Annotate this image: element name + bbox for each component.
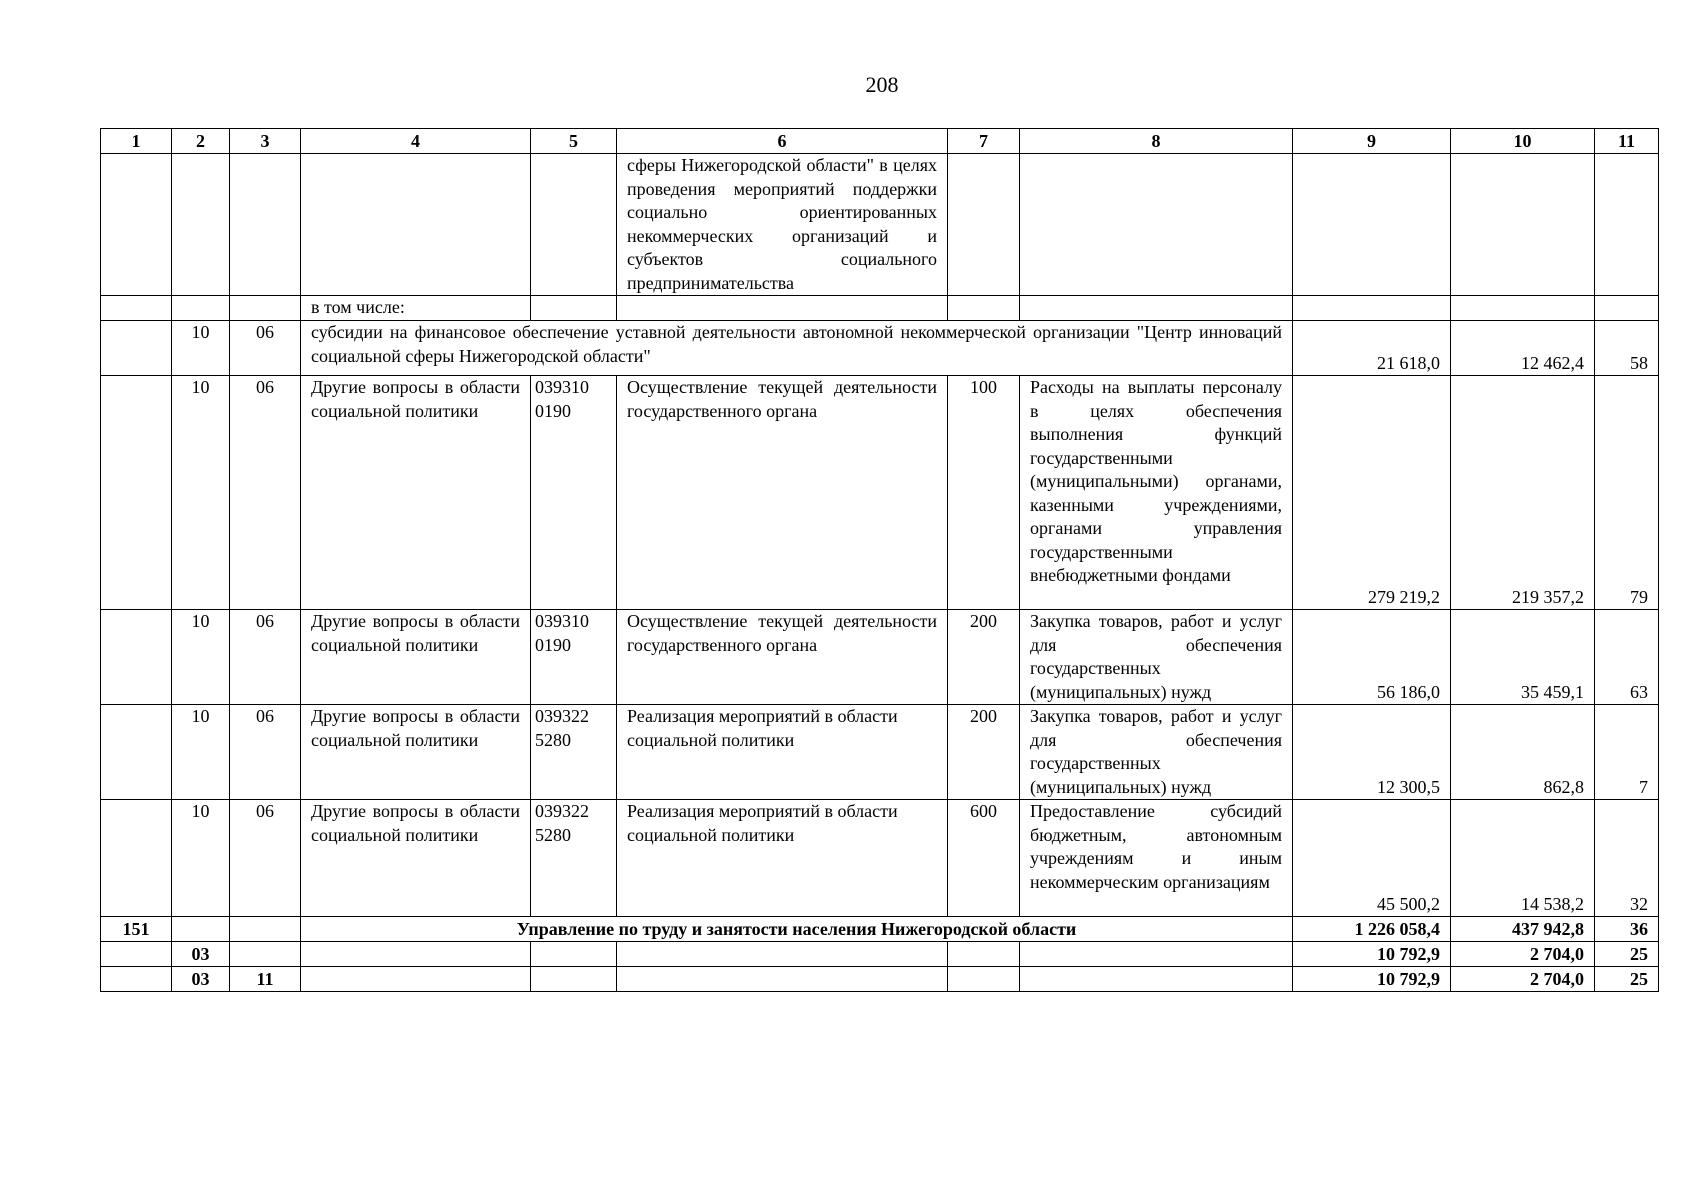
- cell-col-5: [531, 942, 617, 967]
- cell-col-1: [101, 967, 172, 992]
- header-col-4: 4: [301, 129, 531, 154]
- cell-section-name: Другие вопросы в области социальной политики: [301, 610, 531, 705]
- cell-col-1: [101, 376, 172, 610]
- header-col-6: 6: [617, 129, 948, 154]
- cell-col-3: [230, 154, 301, 296]
- cell-event-name: сферы Нижегородской области" в целях проведения мероприятий поддержки социально ориентированных некоммерческих организаций и субъектов социального предпринимательства: [617, 154, 948, 296]
- cell-plan: 10 792,9: [1293, 967, 1451, 992]
- header-col-10: 10: [1451, 129, 1595, 154]
- cell-expense-type-name: Закупка товаров, работ и услуг для обеспечения государственных (муниципальных) нужд: [1020, 705, 1293, 800]
- table-row-department: [101, 917, 1659, 942]
- cell-section: 10: [172, 705, 230, 800]
- cell-percent: 25: [1595, 942, 1659, 967]
- cell-percent: 32: [1595, 800, 1659, 917]
- cell-plan: 45 500,2: [1293, 800, 1451, 917]
- cell-expense-type: 200: [948, 705, 1020, 800]
- cell-col-1: [101, 942, 172, 967]
- cell-percent: 36: [1595, 917, 1659, 942]
- cell-col-5: [531, 296, 617, 321]
- cell-actual: 437 942,8: [1451, 917, 1595, 942]
- cell-col-7: [948, 154, 1020, 296]
- cell-col-5: [531, 967, 617, 992]
- cell-col-1: [101, 154, 172, 296]
- cell-actual: 35 459,1: [1451, 610, 1595, 705]
- page-number: 208: [865, 72, 899, 97]
- cell-section-name: Другие вопросы в области социальной политики: [301, 376, 531, 610]
- cell-col-8: [1020, 967, 1293, 992]
- cell-plan: 10 792,9: [1293, 942, 1451, 967]
- cell-target-article: 039322 5280: [531, 800, 617, 917]
- cell-col-2: [172, 296, 230, 321]
- cell-actual: 2 704,0: [1451, 942, 1595, 967]
- cell-col-2: [172, 154, 230, 296]
- cell-target-article: 039322 5280: [531, 705, 617, 800]
- cell-col-7: [948, 942, 1020, 967]
- cell-col-11: [1595, 154, 1659, 296]
- cell-expense-type-name: Расходы на выплаты персоналу в целях обеспечения выполнения функций государственными (муниципальными) органами, казенными учреждениями, органами управления государственными внебюджетными фондами: [1020, 376, 1293, 610]
- header-col-5: 5: [531, 129, 617, 154]
- cell-plan: 1 226 058,4: [1293, 917, 1451, 942]
- cell-percent: 25: [1595, 967, 1659, 992]
- header-col-3: 3: [230, 129, 301, 154]
- cell-col-7: [948, 967, 1020, 992]
- table-row-section-total: [101, 942, 1659, 967]
- table-row: [101, 705, 1659, 800]
- cell-col-6: [617, 967, 948, 992]
- table-row: [101, 610, 1659, 705]
- cell-percent: 7: [1595, 705, 1659, 800]
- table-row-subsection-total: [101, 967, 1659, 992]
- cell-col-8: [1020, 154, 1293, 296]
- cell-section: 03: [172, 942, 230, 967]
- cell-including-label: в том числе:: [301, 296, 531, 321]
- cell-plan: 12 300,5: [1293, 705, 1451, 800]
- cell-col-1: [101, 296, 172, 321]
- cell-expense-type-name: Предоставление субсидий бюджетным, автономным учреждениям и иным некоммерческим организациям: [1020, 800, 1293, 917]
- cell-plan: 56 186,0: [1293, 610, 1451, 705]
- table-row: [101, 800, 1659, 917]
- cell-actual: 14 538,2: [1451, 800, 1595, 917]
- cell-department-code: 151: [101, 917, 172, 942]
- cell-subsection: 06: [230, 321, 301, 376]
- cell-col-1: [101, 321, 172, 376]
- cell-event-name: Осуществление текущей деятельности государственного органа: [617, 610, 948, 705]
- cell-expense-type: 600: [948, 800, 1020, 917]
- cell-col-6: [617, 942, 948, 967]
- cell-col-6: [617, 296, 948, 321]
- cell-plan: 279 219,2: [1293, 376, 1451, 610]
- cell-section-name: Другие вопросы в области социальной политики: [301, 705, 531, 800]
- cell-section: 10: [172, 321, 230, 376]
- cell-col-8: [1020, 296, 1293, 321]
- header-col-7: 7: [948, 129, 1020, 154]
- cell-plan: 21 618,0: [1293, 321, 1451, 376]
- budget-table: [100, 128, 1659, 992]
- cell-actual: 12 462,4: [1451, 321, 1595, 376]
- cell-col-7: [948, 296, 1020, 321]
- cell-col-1: [101, 800, 172, 917]
- cell-col-8: [1020, 942, 1293, 967]
- cell-section-name: Другие вопросы в области социальной политики: [301, 800, 531, 917]
- cell-event-name: Реализация мероприятий в области социальной политики: [617, 705, 948, 800]
- cell-section: 10: [172, 610, 230, 705]
- cell-col-4: [301, 967, 531, 992]
- cell-target-article: 039310 0190: [531, 376, 617, 610]
- cell-col-2: [172, 917, 230, 942]
- cell-col-1: [101, 705, 172, 800]
- cell-subsection: 11: [230, 967, 301, 992]
- cell-col-4: [301, 154, 531, 296]
- cell-col-4: [301, 942, 531, 967]
- cell-expense-type: 200: [948, 610, 1020, 705]
- table-row: [101, 296, 1659, 321]
- cell-col-9: [1293, 154, 1451, 296]
- cell-actual: 2 704,0: [1451, 967, 1595, 992]
- cell-subsection: 06: [230, 705, 301, 800]
- cell-actual: 219 357,2: [1451, 376, 1595, 610]
- cell-subsection: 06: [230, 610, 301, 705]
- cell-section: 03: [172, 967, 230, 992]
- cell-col-9: [1293, 296, 1451, 321]
- cell-subsidy-description: субсидии на финансовое обеспечение уставной деятельности автономной некоммерческой организации "Центр инноваций социальной сферы Нижегородской области": [301, 321, 1293, 376]
- cell-expense-type-name: Закупка товаров, работ и услуг для обеспечения государственных (муниципальных) нужд: [1020, 610, 1293, 705]
- cell-percent: 63: [1595, 610, 1659, 705]
- header-col-8: 8: [1020, 129, 1293, 154]
- cell-col-3: [230, 917, 301, 942]
- table-row: [101, 154, 1659, 296]
- cell-department-name: Управление по труду и занятости населения Нижегородской области: [301, 917, 1293, 942]
- cell-target-article: 039310 0190: [531, 610, 617, 705]
- cell-percent: 58: [1595, 321, 1659, 376]
- cell-col-5: [531, 154, 617, 296]
- cell-col-10: [1451, 296, 1595, 321]
- cell-event-name: Реализация мероприятий в области социальной политики: [617, 800, 948, 917]
- cell-section: 10: [172, 376, 230, 610]
- table-row: [101, 321, 1659, 376]
- cell-col-10: [1451, 154, 1595, 296]
- cell-col-3: [230, 296, 301, 321]
- cell-actual: 862,8: [1451, 705, 1595, 800]
- cell-col-3: [230, 942, 301, 967]
- header-row: [101, 129, 1659, 154]
- header-col-2: 2: [172, 129, 230, 154]
- header-col-11: 11: [1595, 129, 1659, 154]
- cell-subsection: 06: [230, 800, 301, 917]
- cell-expense-type: 100: [948, 376, 1020, 610]
- cell-col-11: [1595, 296, 1659, 321]
- cell-event-name: Осуществление текущей деятельности государственного органа: [617, 376, 948, 610]
- cell-percent: 79: [1595, 376, 1659, 610]
- cell-col-1: [101, 610, 172, 705]
- cell-subsection: 06: [230, 376, 301, 610]
- cell-section: 10: [172, 800, 230, 917]
- table-row: [101, 376, 1659, 610]
- header-col-9: 9: [1293, 129, 1451, 154]
- header-col-1: 1: [101, 129, 172, 154]
